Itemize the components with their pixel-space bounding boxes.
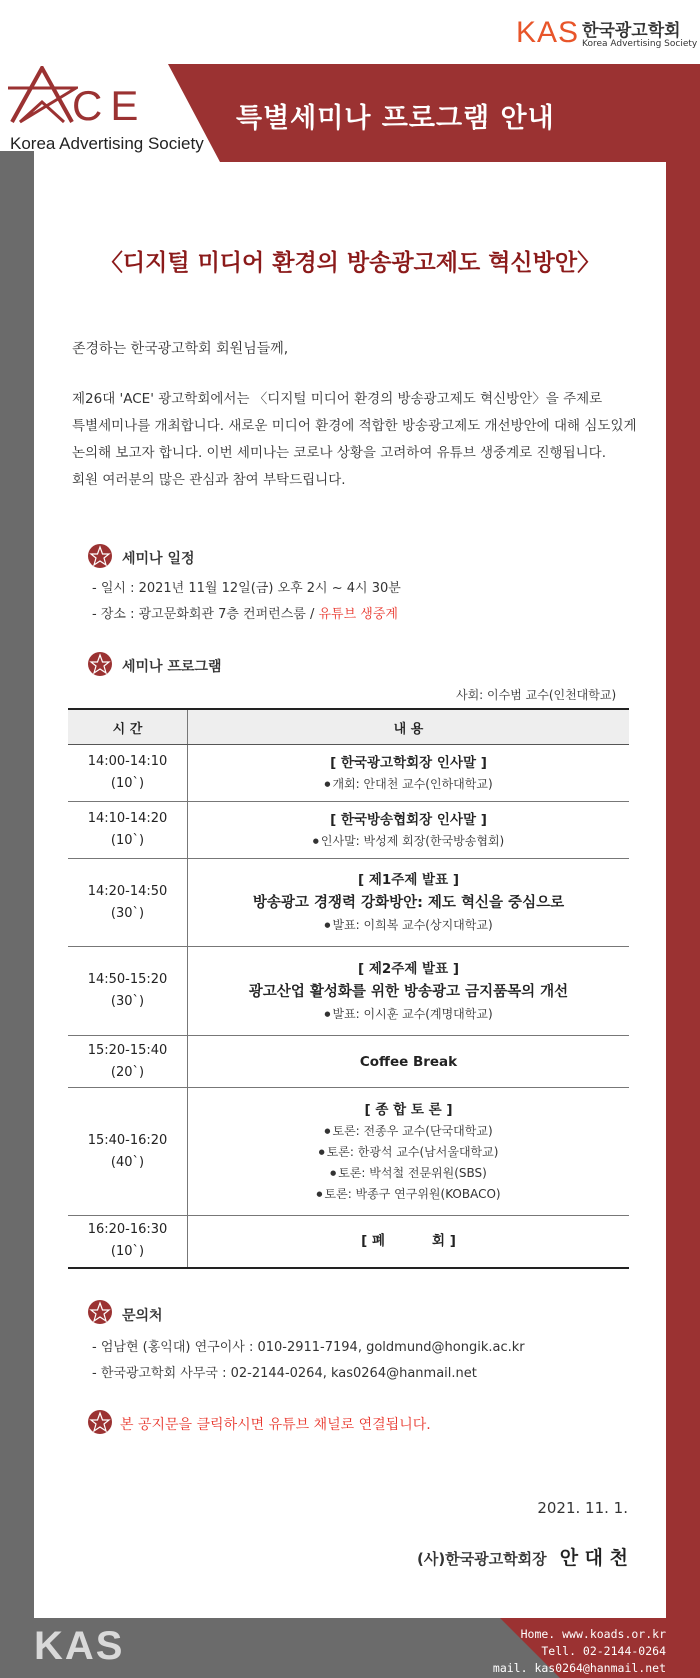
left-gray-strip — [0, 151, 34, 1618]
time-duration: (10`) — [110, 1244, 145, 1260]
time-duration: (10`) — [110, 833, 145, 848]
contact-line: - 한국광고학회 사무국 : 02-2144-0264, kas0264@hanmail.net — [92, 1366, 477, 1381]
item-title: [ 제1주제 발표 ] — [357, 872, 460, 888]
youtube-channel-notice[interactable]: 본 공지문을 클릭하시면 유튜브 채널로 연결됩니다. — [120, 1417, 431, 1433]
kas-logo-text: KAS — [516, 16, 580, 49]
table-row — [68, 745, 629, 802]
content-cell — [188, 1036, 630, 1088]
time-cell — [68, 745, 188, 802]
time-range: 14:50-15:20 — [87, 972, 168, 987]
item-detail: 토론: 전종우 교수(단국대학교) — [332, 1123, 493, 1138]
intro-line: 특별세미나를 개최합니다. 새로운 미디어 환경에 적합한 방송광고제도 개선방안에 대해 심도있게 — [72, 418, 637, 434]
item-detail: 발표: 이시훈 교수(계명대학교) — [332, 1006, 493, 1021]
signature — [417, 1543, 628, 1570]
item-detail: 개회: 안대천 교수(인하대학교) — [332, 776, 493, 791]
time-cell — [68, 947, 188, 1036]
time-range: 15:20-15:40 — [87, 1042, 168, 1058]
item-title: [ 제2주제 발표 ] — [357, 960, 460, 977]
youtube-live-link[interactable]: 유튜브 생중계 — [318, 607, 398, 622]
item-subtitle: 광고산업 활성화를 위한 방송광고 금지품목의 개선 — [248, 983, 569, 1000]
table-row — [68, 802, 629, 859]
item-title: [ 한국방송협회장 인사말 ] — [330, 811, 487, 828]
table-row — [68, 859, 629, 947]
schedule-place — [92, 603, 398, 622]
ace-star-badge-icon — [88, 652, 112, 676]
content-cell — [188, 1216, 630, 1268]
schedule-section-icon — [88, 544, 112, 572]
ace-star-badge-icon — [88, 1410, 112, 1434]
signature-org: (사)한국광고학회장 — [416, 1550, 547, 1568]
ace-logo-letters: CE — [72, 82, 147, 129]
item-detail: 토론: 박석철 전문위원(SBS) — [338, 1165, 487, 1180]
time-duration: (40`) — [110, 1154, 145, 1170]
table-row — [68, 1036, 629, 1088]
time-duration: (30`) — [110, 905, 145, 921]
org-name-kr: 한국광고학회 — [582, 21, 681, 41]
footer-kas-logo: KAS — [34, 1624, 125, 1668]
item-subtitle: 방송광고 경쟁력 강화방안: 제도 혁신을 중심으로 — [252, 895, 565, 911]
time-cell — [68, 1036, 188, 1088]
time-range: 15:40-16:20 — [87, 1132, 168, 1148]
time-duration: (10`) — [110, 776, 145, 791]
content-cell: [ 한국광고학회장 인사말 ] ● 개회: 안대천 교수(인하대학교) — [188, 745, 630, 802]
contact-line: - 엄남현 (홍익대) 연구이사 : 010-2911-7194, goldmund@hongik.ac.kr — [92, 1340, 525, 1355]
table-row — [68, 947, 629, 1036]
time-range: 14:00-14:10 — [87, 754, 168, 769]
contact-section-icon — [88, 1300, 112, 1328]
intro-line: 논의해 보고자 합니다. 이번 세미나는 코로나 상황을 고려하여 유튜브 생중계로 진행됩니다. — [72, 445, 607, 461]
item-detail: 토론: 한광석 교수(남서울대학교) — [326, 1144, 499, 1159]
content-cell: [ 종 합 토 론 ] ● 토론: 전종우 교수(단국대학교) ● 토론: 한광석 교수(남서울대학교) ● 토론: 박석철 전문위원(SBS) ● 토론: 박종구 연구위원(KOBACO) — [188, 1088, 630, 1216]
item-detail: 발표: 이희복 교수(상지대학교) — [332, 918, 493, 932]
time-cell — [68, 802, 188, 859]
time-cell — [68, 1088, 188, 1216]
notice-icon — [88, 1410, 112, 1438]
time-range: 14:20-14:50 — [87, 883, 168, 899]
intro-line: 제26대 'ACE' 광고학회에서는 〈디지털 미디어 환경의 방송광고제도 혁신방안〉을 주제로 — [72, 391, 603, 407]
time-cell — [68, 1216, 188, 1268]
column-header-time: 시 간 — [68, 709, 188, 745]
table-row — [68, 1088, 629, 1216]
footer-home[interactable]: Home. www.koads.or.kr — [520, 1627, 666, 1641]
footer-tel: Tell. 02-2144-0264 — [541, 1644, 666, 1658]
table-row — [68, 1216, 629, 1268]
time-duration: (20`) — [110, 1064, 145, 1080]
ace-logo — [6, 66, 206, 156]
contact-title: 문의처 — [122, 1308, 163, 1324]
time-range: 14:10-14:20 — [87, 811, 168, 826]
schedule-title: 세미나 일정 — [122, 551, 195, 567]
seminar-title: 〈디지털 미디어 환경의 방송광고제도 혁신방안〉 — [99, 250, 601, 276]
schedule-place-text: - 장소 : 광고문화회관 7층 컨퍼런스룸 / — [92, 607, 319, 622]
footer-contact — [493, 1626, 666, 1677]
item-detail: 인사말: 박성제 회장(한국방송협회) — [320, 833, 505, 848]
item-title: Coffee Break — [359, 1053, 458, 1070]
moderator: 사회: 이수범 교수(인천대학교) — [456, 688, 617, 702]
time-duration: (30`) — [110, 994, 145, 1009]
table-header-row — [68, 709, 629, 745]
content-cell: [ 제1주제 발표 ] 방송광고 경쟁력 강화방안: 제도 혁신을 중심으로 ● 발표: 이희복 교수(상지대학교) — [188, 859, 630, 947]
time-range: 16:20-16:30 — [87, 1222, 168, 1238]
schedule-date: - 일시 : 2021년 11월 12일(금) 오후 2시 ~ 4시 30분 — [92, 581, 401, 596]
program-table — [68, 708, 629, 1269]
intro-line: 회원 여러분의 많은 관심과 참여 부탁드립니다. — [72, 472, 346, 488]
banner-title: 특별세미나 프로그램 안내 — [236, 103, 555, 134]
intro-paragraph — [72, 386, 637, 494]
right-red-strip — [666, 151, 700, 1618]
program-title: 세미나 프로그램 — [122, 659, 222, 675]
ace-star-badge-icon — [88, 544, 112, 568]
ace-star-badge-icon — [88, 1300, 112, 1324]
item-title: [ 한국광고학회장 인사말 ] — [330, 754, 487, 771]
signature-name: 안 대 천 — [559, 1547, 628, 1569]
kas-header-logo — [516, 16, 696, 52]
ace-logo-subtitle: Korea Advertising Society — [10, 134, 204, 153]
item-detail: 토론: 박종구 연구위원(KOBACO) — [324, 1186, 501, 1201]
time-cell — [68, 859, 188, 947]
program-section-icon — [88, 652, 112, 680]
org-name-en: Korea Advertising Society — [582, 39, 698, 49]
footer-mail[interactable]: mail. kas0264@hanmail.net — [492, 1661, 666, 1675]
ace-star-icon — [6, 66, 78, 126]
column-header-content: 내 용 — [188, 709, 630, 745]
issue-date: 2021. 11. 1. — [537, 1499, 628, 1517]
greeting: 존경하는 한국광고학회 회원님들께, — [72, 341, 289, 357]
content-cell: [ 제2주제 발표 ] 광고산업 활성화를 위한 방송광고 금지품목의 개선 ● 발표: 이시훈 교수(계명대학교) — [188, 947, 630, 1036]
item-title: [ 폐 회 ] — [361, 1233, 456, 1250]
content-cell: [ 한국방송협회장 인사말 ] ● 인사말: 박성제 회장(한국방송협회) — [188, 802, 630, 859]
item-title: [ 종 합 토 론 ] — [364, 1101, 453, 1118]
